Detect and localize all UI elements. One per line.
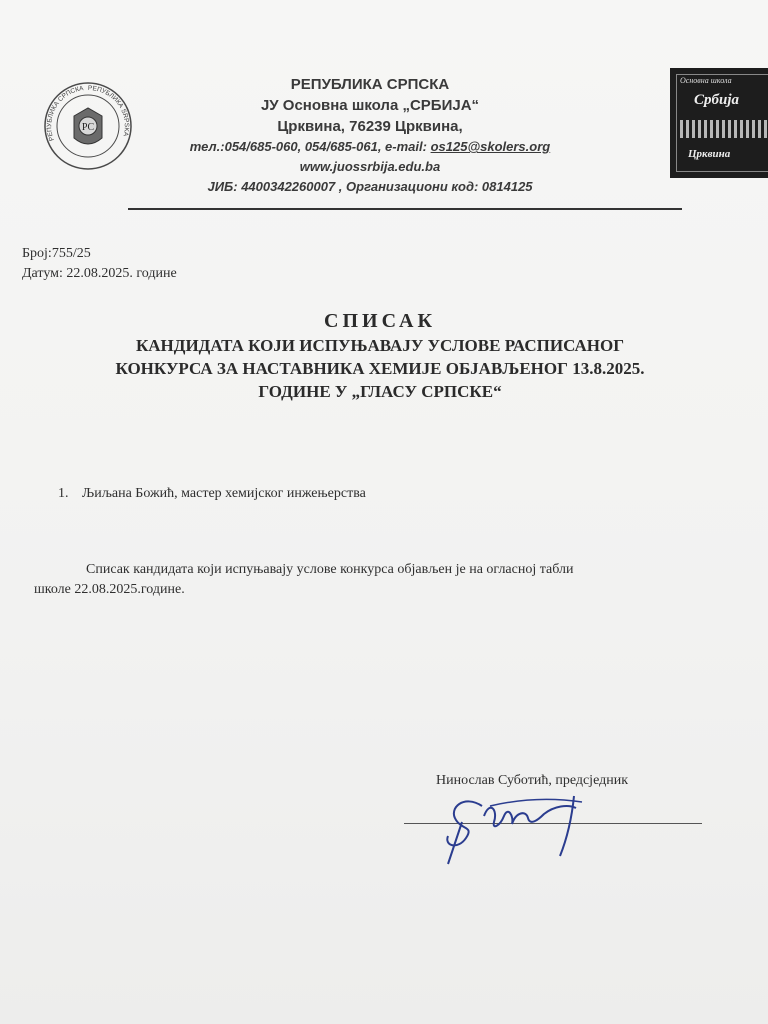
- handwritten-signature-icon: [404, 776, 604, 876]
- letterhead-school-name: ЈУ Основна школа „СРБИЈА“: [260, 97, 480, 114]
- document-number: Број:755/25: [22, 246, 91, 261]
- title-line-2: КОНКУРСА ЗА НАСТАВНИКА ХЕМИЈЕ ОБЈАВЉЕНОГ 13.8.2025.: [115, 359, 645, 378]
- school-logo: [670, 68, 768, 178]
- publication-note-line-1: Списак кандидата који испуњавају услове конкурса објављен је на огласној табли: [86, 562, 574, 577]
- publication-note: [34, 560, 694, 600]
- list-item-number: 1.: [58, 486, 69, 501]
- header-divider: [128, 208, 682, 210]
- website-link[interactable]: www.juossrbija.edu.ba: [299, 159, 441, 174]
- signatory-name: Нинослав Суботић, предсједник: [436, 773, 629, 788]
- logo-top-text: Основна школа: [680, 76, 732, 85]
- document-date: Датум: 22.08.2025. године: [22, 266, 177, 281]
- logo-bottom-text: Црквина: [688, 148, 731, 160]
- document-title: [30, 308, 730, 403]
- title-line-3: ГОДИНЕ У „ГЛАСУ СРПСКЕ“: [258, 382, 502, 401]
- list-item-text: Љиљана Божић, мастер хемијског инжењерства: [82, 486, 366, 501]
- letterhead-address: Црквина, 76239 Црквина,: [277, 118, 463, 135]
- logo-name: Србија: [694, 92, 739, 108]
- email-link[interactable]: os125@skolers.org: [430, 139, 551, 154]
- logo-ornament: [680, 120, 768, 138]
- letterhead-phones: тел.:054/685-060, 054/685-061, e-mail:: [189, 139, 431, 154]
- letterhead: [120, 74, 620, 197]
- list-item: [58, 484, 366, 504]
- letterhead-contact: [120, 137, 620, 157]
- publication-note-line-2: школе 22.08.2025.године.: [34, 582, 185, 597]
- title-line-1: КАНДИДАТА КОЈИ ИСПУЊАВАЈУ УСЛОВЕ РАСПИСАНОГ: [135, 336, 625, 355]
- seal-monogram: РС: [81, 122, 95, 133]
- candidate-list: [58, 484, 366, 504]
- letterhead-ids: ЈИБ: 4400342260007 , Организациони код: 0814125: [207, 179, 533, 194]
- letterhead-republic: РЕПУБЛИКА СРПСКА: [290, 76, 450, 93]
- document-meta: [22, 244, 177, 284]
- seal-ring-left-text: РЕПУБЛИКА СРПСКА: [46, 85, 84, 142]
- seal-ring-right-text: РЕПУБЛИКА SRPSKA: [87, 84, 130, 137]
- title-main: СПИСАК: [324, 310, 436, 332]
